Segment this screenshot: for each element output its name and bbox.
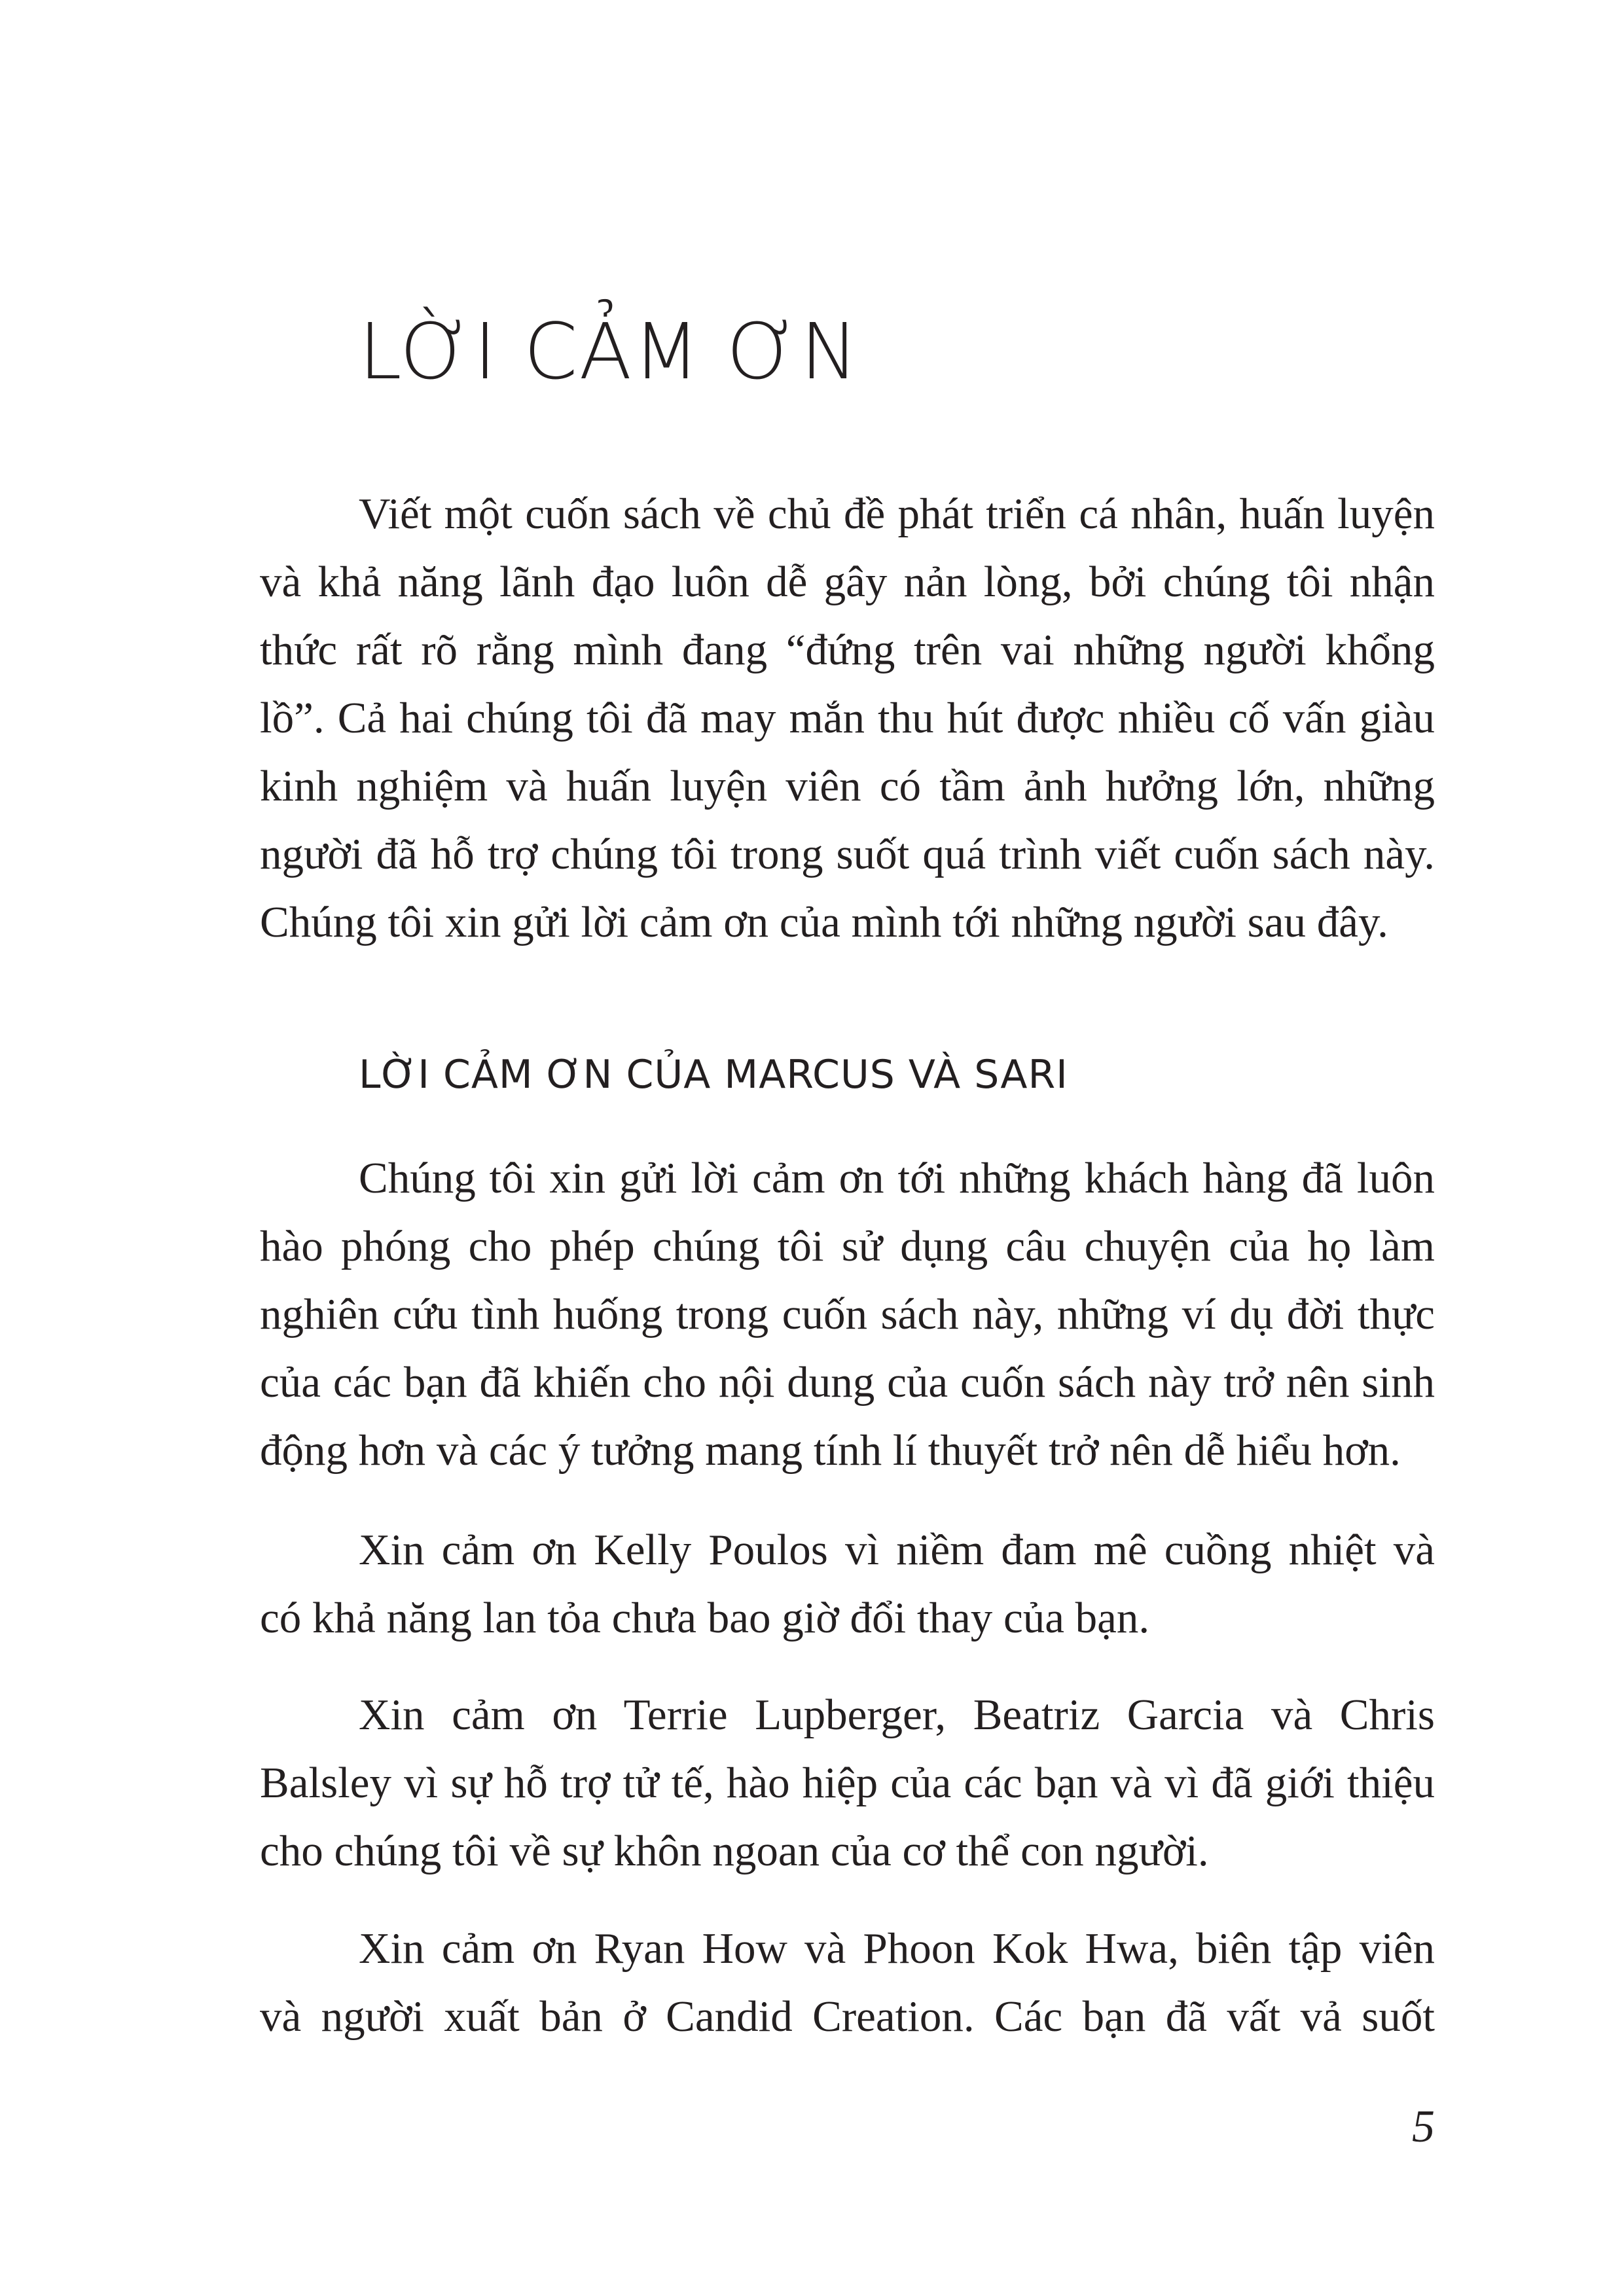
text-line: nghiên cứu tình huống trong cuốn sách này, những ví dụ đời thực bbox=[260, 1290, 1435, 1338]
text-line: Viết một cuốn sách về chủ đề phát triển cá nhân, huấn luyện bbox=[359, 490, 1435, 538]
text-line: và khả năng lãnh đạo luôn dễ gây nản lòng, bởi chúng tôi nhận bbox=[260, 558, 1435, 606]
paragraph-ryan bbox=[260, 1914, 1435, 2051]
text-line: hào phóng cho phép chúng tôi sử dụng câu chuyện của họ làm bbox=[260, 1222, 1435, 1270]
text-line: kinh nghiệm và huấn luyện viên có tầm ảnh hưởng lớn, những bbox=[260, 762, 1435, 810]
text-line: Xin cảm ơn Terrie Lupberger, Beatriz Garcia và Chris bbox=[359, 1691, 1435, 1739]
paragraph-clients bbox=[260, 1144, 1435, 1484]
text-line: Chúng tôi xin gửi lời cảm ơn của mình tới những người sau đây. bbox=[260, 898, 1388, 946]
text-line: thức rất rõ rằng mình đang “đứng trên vai những người khổng bbox=[260, 626, 1435, 674]
paragraph-terrie bbox=[260, 1681, 1435, 1885]
text-line: và người xuất bản ở Candid Creation. Các bạn đã vất vả suốt bbox=[260, 1992, 1435, 2041]
paragraph-intro bbox=[260, 480, 1435, 956]
chapter-title: LỜI CẢM ƠN bbox=[359, 306, 859, 397]
text-line: của các bạn đã khiến cho nội dung của cuốn sách này trở nên sinh bbox=[260, 1358, 1435, 1407]
text-line: cho chúng tôi về sự khôn ngoan của cơ thể con người. bbox=[260, 1827, 1209, 1875]
text-line: động hơn và các ý tưởng mang tính lí thuyết trở nên dễ hiểu hơn. bbox=[260, 1426, 1401, 1475]
text-line: có khả năng lan tỏa chưa bao giờ đổi thay của bạn. bbox=[260, 1594, 1150, 1642]
page-number: 5 bbox=[1412, 2102, 1435, 2152]
text-line: lồ”. Cả hai chúng tôi đã may mắn thu hút được nhiều cố vấn giàu bbox=[260, 694, 1435, 742]
text-line: người đã hỗ trợ chúng tôi trong suốt quá trình viết cuốn sách này. bbox=[260, 830, 1435, 878]
text-line: Balsley vì sự hỗ trợ tử tế, hào hiệp của các bạn và vì đã giới thiệu bbox=[260, 1759, 1435, 1807]
text-line: Xin cảm ơn Kelly Poulos vì niềm đam mê cuồng nhiệt và bbox=[359, 1526, 1435, 1574]
paragraph-kelly bbox=[260, 1516, 1435, 1652]
section-heading: LỜI CẢM ƠN CỦA MARCUS VÀ SARI bbox=[359, 1052, 1068, 1098]
text-line: Xin cảm ơn Ryan How và Phoon Kok Hwa, biên tập viên bbox=[359, 1924, 1435, 1973]
text-line: Chúng tôi xin gửi lời cảm ơn tới những khách hàng đã luôn bbox=[359, 1154, 1435, 1202]
